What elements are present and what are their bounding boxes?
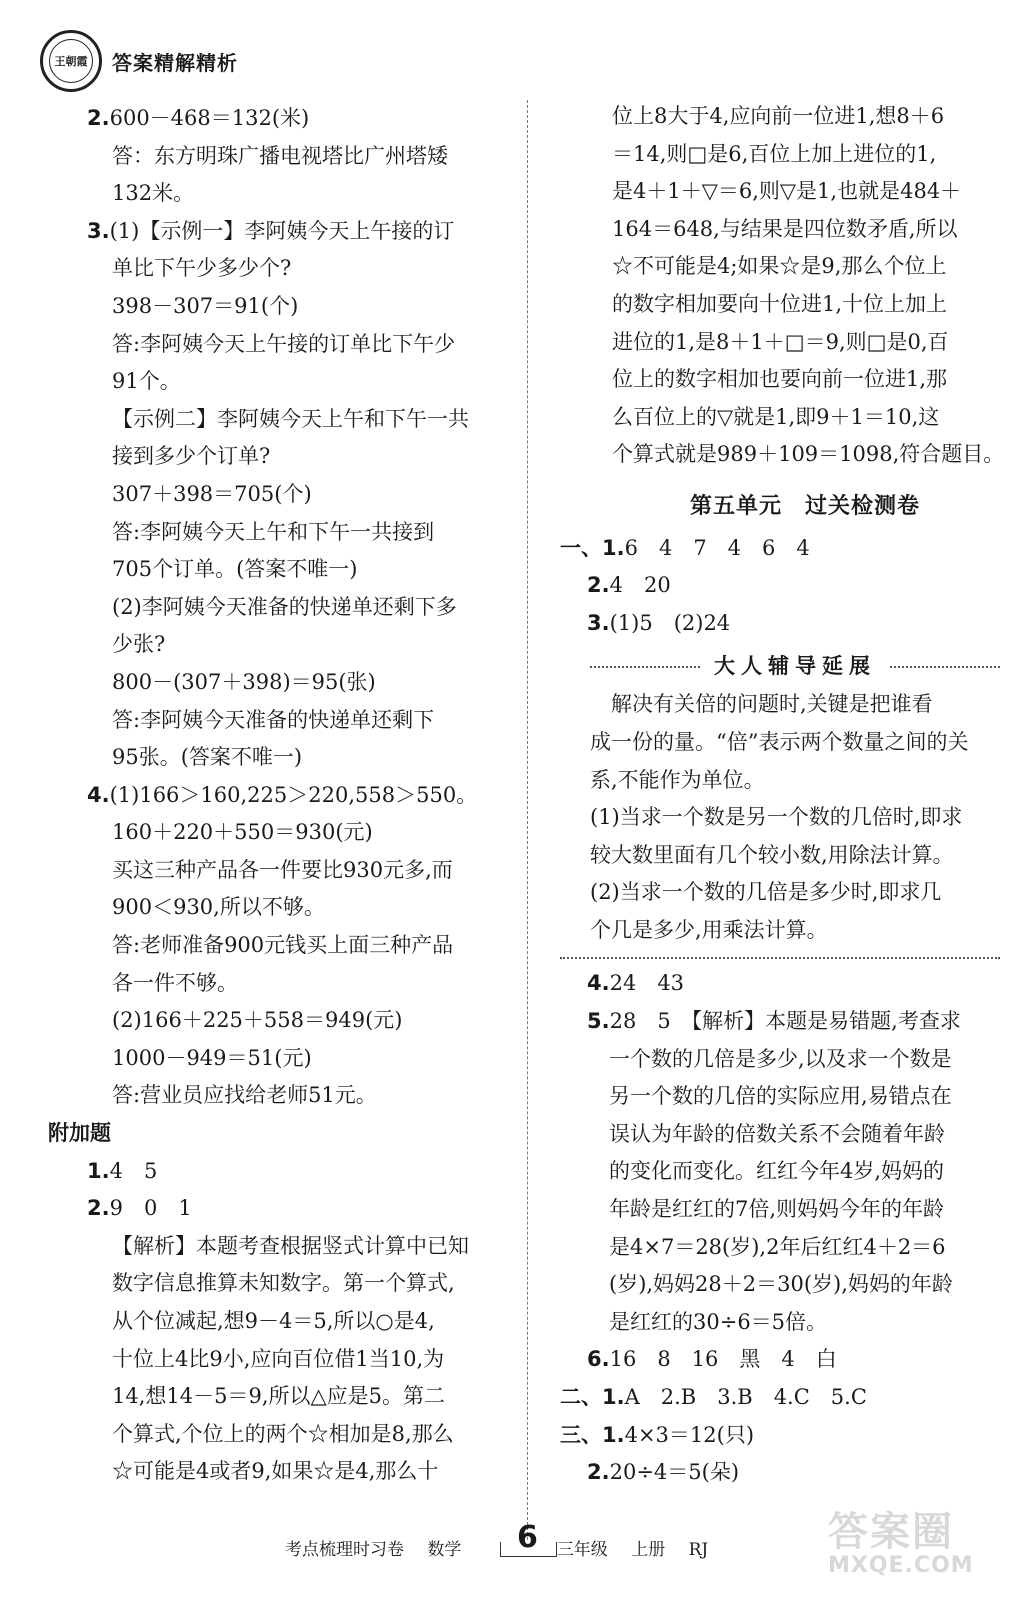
left-line <box>60 626 515 664</box>
left-text: 买这三种产品各一件要比930元多,而 <box>112 857 453 882</box>
extension-line: 系,不能作为单位。 <box>590 767 765 792</box>
left-text: 【示例二】李阿姨今天上午和下午一共 <box>112 406 469 431</box>
left-text: (1)166＞160,225＞220,558＞550。 <box>109 782 478 807</box>
left-text: 各一件不够。 <box>112 970 238 995</box>
left-text: 705个订单。(答案不唯一) <box>112 557 358 582</box>
right-top-line: 的数字相加要向十位进1,十位上加上 <box>612 291 948 316</box>
right-a-number: 2. <box>587 573 610 598</box>
right-b-number: 6. <box>587 1347 610 1372</box>
left-text: 91个。 <box>112 369 181 394</box>
left-line <box>60 814 515 852</box>
extension-title: 大人辅导延展 <box>700 648 890 686</box>
left-text: 14,想14－5＝9,所以△应是5。第二 <box>112 1384 446 1409</box>
right-a-number: 3. <box>587 610 610 635</box>
right-a-line <box>560 530 1000 568</box>
left-text: 从个位减起,想9－4＝5,所以○是4, <box>112 1309 435 1333</box>
left-line <box>60 1228 515 1266</box>
publisher-logo <box>40 30 102 92</box>
left-line <box>60 1341 515 1379</box>
right-b-line <box>560 1379 1000 1417</box>
right-b-text: 16 8 16 黑 4 白 <box>609 1347 837 1372</box>
left-line <box>60 326 515 364</box>
extension-line: 成一份的量。“倍”表示两个数量之间的关 <box>590 729 969 754</box>
right-b-line <box>560 1153 1000 1191</box>
left-line <box>60 702 515 740</box>
left-text: 答:李阿姨今天准备的快递单还剩下 <box>112 707 435 732</box>
right-b-line <box>560 1041 1000 1079</box>
left-text: 十位上4比9小,应向百位借1当10,为 <box>112 1346 445 1371</box>
right-continuation <box>560 98 1005 474</box>
left-line <box>60 1265 515 1303</box>
left-line <box>60 363 515 401</box>
right-column <box>560 98 1005 1492</box>
right-b-number: 5. <box>587 1009 610 1034</box>
left-column <box>48 100 515 1491</box>
left-text: 数字信息推算未知数字。第一个算式, <box>112 1271 455 1296</box>
left-line <box>60 1453 515 1491</box>
extension-text <box>560 686 1000 949</box>
section-title: 第五单元 过关检测卷 <box>689 493 920 519</box>
right-b-text: (岁),妈妈28＋2＝30(岁),妈妈的年龄 <box>609 1272 953 1297</box>
left-text: 160＋220＋550＝930(元) <box>112 820 373 845</box>
left-line <box>60 1303 515 1341</box>
left-number: 2. <box>87 106 110 130</box>
left-line <box>60 401 515 439</box>
left-line <box>60 138 515 176</box>
right-a-text: 6 4 7 4 6 4 <box>624 535 810 560</box>
left-line <box>60 739 515 777</box>
left-line <box>60 664 515 702</box>
right-top-line: ☆不可能是4;如果☆是9,那么个位上 <box>612 254 947 279</box>
left-line <box>60 213 515 251</box>
right-b-text: 4×3＝12(只) <box>624 1422 755 1447</box>
left-text: 答：东方明珠广播电视塔比广州塔矮 <box>112 143 448 168</box>
right-top-line: 么百位上的▽就是1,即9＋1＝10,这 <box>612 404 940 429</box>
left-text: 单比下午少多少个? <box>112 256 292 281</box>
right-b-line <box>560 1078 1000 1116</box>
extension-title-bar <box>560 648 1000 684</box>
column-divider <box>527 100 528 1540</box>
extension-line: 解决有关倍的问题时,关键是把谁看 <box>590 692 933 717</box>
right-top-line: 进位的1,是8＋1＋□＝9,则□是0,百 <box>612 329 949 354</box>
right-b-line <box>560 1229 1000 1267</box>
left-text: 少张? <box>112 632 166 657</box>
right-a-line <box>560 567 1000 605</box>
right-top-line: 是4＋1＋▽＝6,则▽是1,也就是484＋ <box>612 179 962 204</box>
right-top-line: 个算式就是989＋109＝1098,符合题目。 <box>612 442 1005 467</box>
left-text: 132米。 <box>112 181 195 206</box>
right-b-line <box>560 1191 1000 1229</box>
right-b-text: 28 5 【解析】本题是易错题,考查求 <box>609 1009 961 1034</box>
left-number: 1. <box>87 1158 110 1183</box>
left-line <box>60 514 515 552</box>
left-text: 答:李阿姨今天上午接的订单比下午少 <box>112 331 456 356</box>
left-line <box>60 100 515 138</box>
watermark-bottom: MXQE.COM <box>828 1553 974 1578</box>
left-text: 答:营业员应找给老师51元。 <box>112 1083 377 1108</box>
header-title: 答案精解精析 <box>112 51 238 75</box>
left-line <box>60 927 515 965</box>
answers-part-b <box>560 965 1000 1491</box>
left-text: 95张。(答案不唯一) <box>112 745 303 770</box>
right-b-number: 4. <box>587 971 610 996</box>
left-text: 1000－949＝51(元) <box>112 1045 312 1070</box>
right-b-number: 2. <box>587 1460 610 1485</box>
left-line <box>60 250 515 288</box>
left-line <box>60 438 515 476</box>
left-text: 900＜930,所以不够。 <box>112 895 325 920</box>
left-line <box>60 1077 515 1115</box>
page-number: 6 <box>517 1520 538 1555</box>
left-line: 附加题 <box>48 1121 111 1146</box>
footer-edition: RJ <box>688 1540 709 1560</box>
left-text: 398－307＝91(个) <box>112 293 299 318</box>
right-top-line: 164＝648,与结果是四位数矛盾,所以 <box>612 216 958 241</box>
left-text: 307＋398＝705(个) <box>112 481 312 506</box>
left-line <box>60 889 515 927</box>
right-b-text: 一个数的几倍是多少,以及求一个数是 <box>609 1046 952 1071</box>
right-b-text: 另一个数的几倍的实际应用,易错点在 <box>609 1084 952 1109</box>
left-text: 接到多少个订单? <box>112 444 271 469</box>
logo-text: 王朝霞 <box>54 55 88 68</box>
right-b-line <box>560 1266 1000 1304</box>
left-line <box>60 1040 515 1078</box>
right-b-line <box>560 965 1000 1003</box>
right-b-number: 二、1. <box>560 1385 625 1409</box>
left-line <box>60 852 515 890</box>
left-line <box>60 1416 515 1454</box>
left-line <box>60 1378 515 1416</box>
right-b-text: 是红红的30÷6＝5倍。 <box>609 1309 828 1334</box>
right-a-line <box>560 605 1000 643</box>
extension-line: (2)当求一个数的几倍是多少时,即求几 <box>590 880 942 905</box>
right-b-text: 24 43 <box>609 971 685 996</box>
left-number: 4. <box>87 782 110 807</box>
left-number: 3. <box>87 218 110 243</box>
right-b-text: 的变化而变化。红红今年4岁,妈妈的 <box>609 1159 945 1184</box>
right-b-text: 年龄是红红的7倍,则妈妈今年的年龄 <box>609 1197 945 1222</box>
page-header <box>20 30 420 110</box>
left-text: 600－468＝132(米) <box>109 106 310 130</box>
answers-part-a <box>560 530 1000 643</box>
left-line <box>60 476 515 514</box>
left-text: 9 0 1 <box>109 1196 192 1221</box>
right-b-line <box>560 1003 1000 1041</box>
left-text: (2)李阿姨今天准备的快递单还剩下多 <box>112 594 457 619</box>
extension-line: 个几是多少,用乘法计算。 <box>590 917 828 942</box>
left-line <box>60 1153 515 1191</box>
right-b-line <box>560 1304 1000 1342</box>
left-number: 2. <box>87 1196 110 1221</box>
left-line <box>60 551 515 589</box>
right-top-line: 位上的数字相加也要向前一位进1,那 <box>612 367 948 392</box>
footer-subject: 数学 <box>427 1540 462 1560</box>
right-b-number: 三、1. <box>560 1422 625 1447</box>
right-b-text: A 2.B 3.B 4.C 5.C <box>624 1385 867 1409</box>
left-line <box>60 288 515 326</box>
extension-line: 较大数里面有几个较小数,用除法计算。 <box>590 842 954 867</box>
left-line <box>60 1190 515 1228</box>
left-text: 答:李阿姨今天上午和下午一共接到 <box>112 519 435 544</box>
right-top-line: ＝14,则□是6,百位上加上进位的1, <box>612 141 937 166</box>
right-a-text: 4 20 <box>609 573 671 598</box>
left-text: 800－(307＋398)＝95(张) <box>112 669 376 694</box>
right-b-line <box>560 1454 1000 1492</box>
right-a-text: (1)5 (2)24 <box>609 610 731 635</box>
left-text: ☆可能是4或者9,如果☆是4,那么十 <box>112 1459 439 1484</box>
watermark-top: 答案圈 <box>828 1509 954 1555</box>
left-text: 4 5 <box>109 1158 158 1183</box>
right-b-text: 误认为年龄的倍数关系不会随着年龄 <box>609 1121 945 1146</box>
right-b-text: 20÷4＝5(朵) <box>609 1460 740 1485</box>
right-top-line: 位上8大于4,应向前一位进1,想8＋6 <box>612 104 945 128</box>
extension-box <box>560 648 1000 959</box>
right-b-line <box>560 1341 1000 1379</box>
footer-book: 考点梳理时习卷 <box>285 1540 404 1560</box>
right-b-text: 是4×7＝28(岁),2年后红红4＋2＝6 <box>609 1234 946 1259</box>
right-a-number: 一、1. <box>560 535 625 560</box>
left-line <box>60 777 515 815</box>
watermark <box>828 1500 998 1590</box>
left-text: 个算式,个位上的两个☆相加是8,那么 <box>112 1421 454 1446</box>
left-text: (1)【示例一】李阿姨今天上午接的订 <box>109 218 455 243</box>
left-text: 答:老师准备900元钱买上面三种产品 <box>112 933 454 958</box>
footer-grade: 三年级 <box>556 1540 608 1560</box>
left-text: (2)166＋225＋558＝949(元) <box>112 1008 403 1033</box>
left-line <box>60 1002 515 1040</box>
left-line <box>60 589 515 627</box>
left-text: 【解析】本题考查根据竖式计算中已知 <box>112 1233 469 1258</box>
right-b-line <box>560 1116 1000 1154</box>
footer-volume: 上册 <box>631 1540 666 1560</box>
left-line <box>60 175 515 213</box>
right-b-line <box>560 1417 1000 1455</box>
left-line <box>60 965 515 1003</box>
extension-line: (1)当求一个数是另一个数的几倍时,即求 <box>590 805 963 830</box>
